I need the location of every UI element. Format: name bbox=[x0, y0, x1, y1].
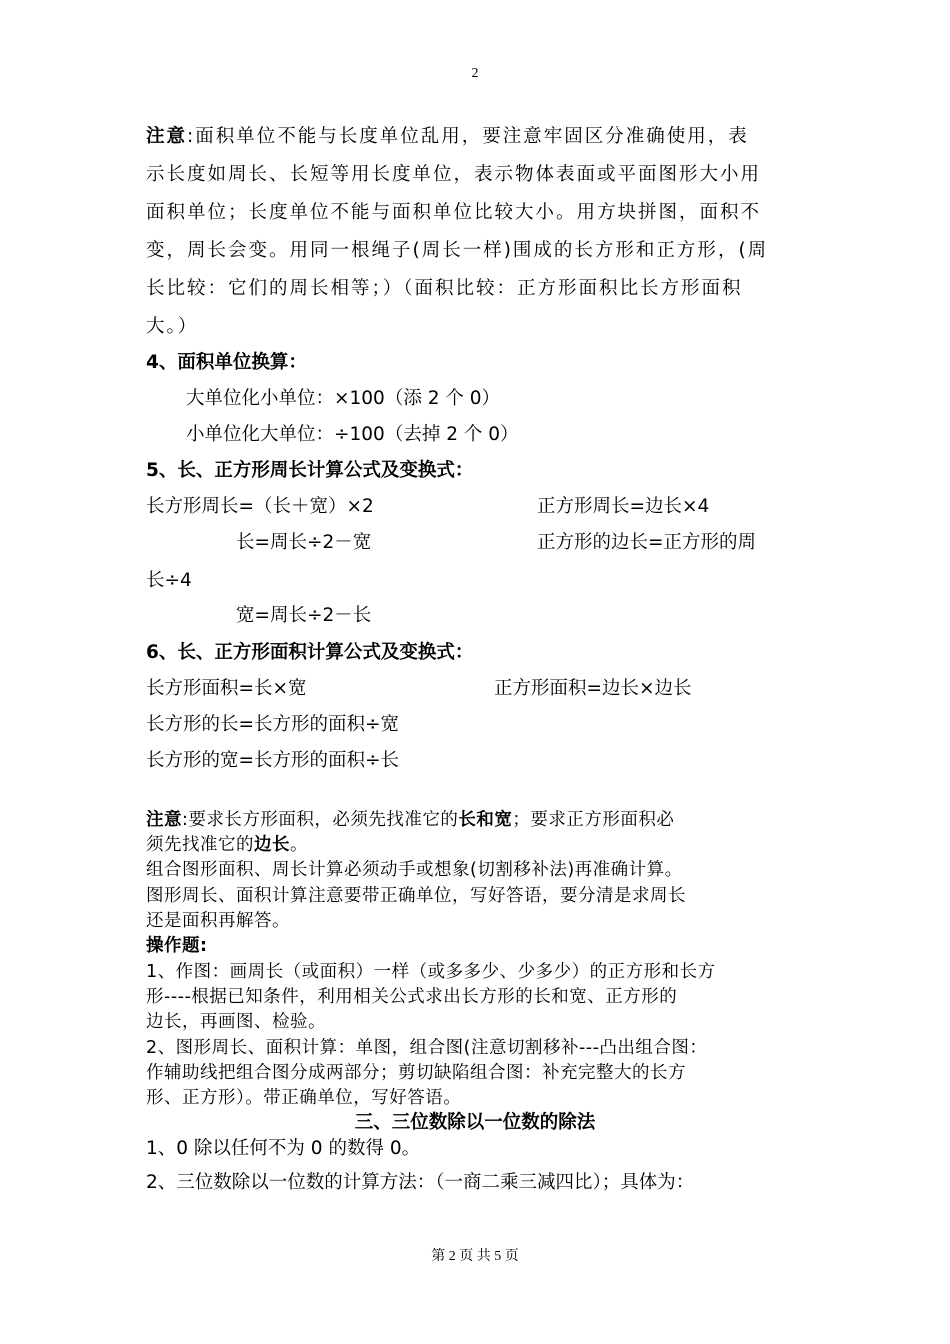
formula-square-side-cont: 长÷4 bbox=[146, 570, 192, 591]
note2-line-5: 还是面积再解答。 bbox=[146, 911, 290, 931]
note1-line-6: 大。） bbox=[146, 316, 199, 337]
ops-line-5: 作辅助线把组合图分成两部分；剪切缺陷组合图：补充完整大的长方 bbox=[146, 1063, 686, 1083]
section-6-title: 6、长、正方形面积计算公式及变换式： bbox=[146, 642, 474, 663]
formula-square-side: 正方形的边长=正方形的周 bbox=[537, 532, 757, 553]
note2-line-2: 须先找准它的边长。 bbox=[146, 835, 308, 855]
chapter-3-line-2: 2、三位数除以一位数的计算方法：（一商二乘三减四比）；具体为： bbox=[146, 1172, 695, 1193]
ops-title: 操作题: bbox=[146, 936, 208, 956]
section-4-title: 4、面积单位换算： bbox=[146, 352, 307, 373]
formula-rect-area: 长方形面积=长×宽 bbox=[146, 678, 307, 699]
ops-line-4: 2、图形周长、面积计算：单图，组合图(注意切割移补---凸出组合图： bbox=[146, 1038, 708, 1058]
note1-line-3: 面积单位；长度单位不能与面积单位比较大小。用方块拼图，面积不 bbox=[146, 202, 762, 223]
ops-line-3: 边长，再画图、检验。 bbox=[146, 1012, 326, 1032]
ops-line-6: 形、正方形）。带正确单位，写好答语。 bbox=[146, 1088, 462, 1108]
formula-square-perimeter: 正方形周长=边长×4 bbox=[537, 496, 710, 517]
note2-line-3: 组合图形面积、周长计算必须动手或想象(切割移补法)再准确计算。 bbox=[146, 860, 683, 880]
note1-line-2: 示长度如周长、长短等用长度单位，表示物体表面或平面图形大小用 bbox=[146, 164, 762, 185]
ops-line-2: 形----根据已知条件，利用相关公式求出长方形的长和宽、正方形的 bbox=[146, 987, 678, 1007]
page-number: 2 bbox=[471, 66, 479, 81]
note1-line-1: 注意:面积单位不能与长度单位乱用，要注意牢固区分准确使用，表 bbox=[146, 126, 749, 147]
note-label: 注意 bbox=[146, 126, 188, 147]
chapter-3-title: 三、三位数除以一位数的除法 bbox=[354, 1112, 596, 1133]
note1-line-5: 长比较：它们的周长相等；）（面积比较：正方形面积比长方形面积 bbox=[146, 278, 743, 299]
section-4-rule-1: 大单位化小单位：×100（添 2 个 0） bbox=[186, 388, 500, 409]
formula-rect-perimeter: 长方形周长=（长＋宽）×2 bbox=[146, 496, 374, 517]
note2-line-4: 图形周长、面积计算注意要带正确单位，写好答语，要分清是求周长 bbox=[146, 886, 686, 906]
page-footer: 第 2 页 共 5 页 bbox=[431, 1249, 519, 1264]
formula-rect-width-from-area: 长方形的宽=长方形的面积÷长 bbox=[146, 750, 400, 771]
formula-length: 长=周长÷2－宽 bbox=[236, 532, 372, 553]
section-5-title: 5、长、正方形周长计算公式及变换式： bbox=[146, 460, 474, 481]
formula-rect-length-from-area: 长方形的长=长方形的面积÷宽 bbox=[146, 714, 400, 735]
section-4-rule-2: 小单位化大单位：÷100（去掉 2 个 0） bbox=[186, 424, 519, 445]
formula-square-area: 正方形面积=边长×边长 bbox=[494, 678, 692, 699]
chapter-3-line-1: 1、0 除以任何不为 0 的数得 0。 bbox=[146, 1138, 421, 1159]
note1-line-4: 变，周长会变。用同一根绳子(周长一样)围成的长方形和正方形，(周 bbox=[146, 240, 769, 261]
note2-line-1: 注意:要求长方形面积，必须先找准它的长和宽；要求正方形面积必 bbox=[146, 810, 675, 830]
formula-width: 宽=周长÷2－长 bbox=[236, 605, 372, 626]
ops-line-1: 1、作图：画周长（或面积）一样（或多多少、少多少）的正方形和长方 bbox=[146, 962, 716, 982]
